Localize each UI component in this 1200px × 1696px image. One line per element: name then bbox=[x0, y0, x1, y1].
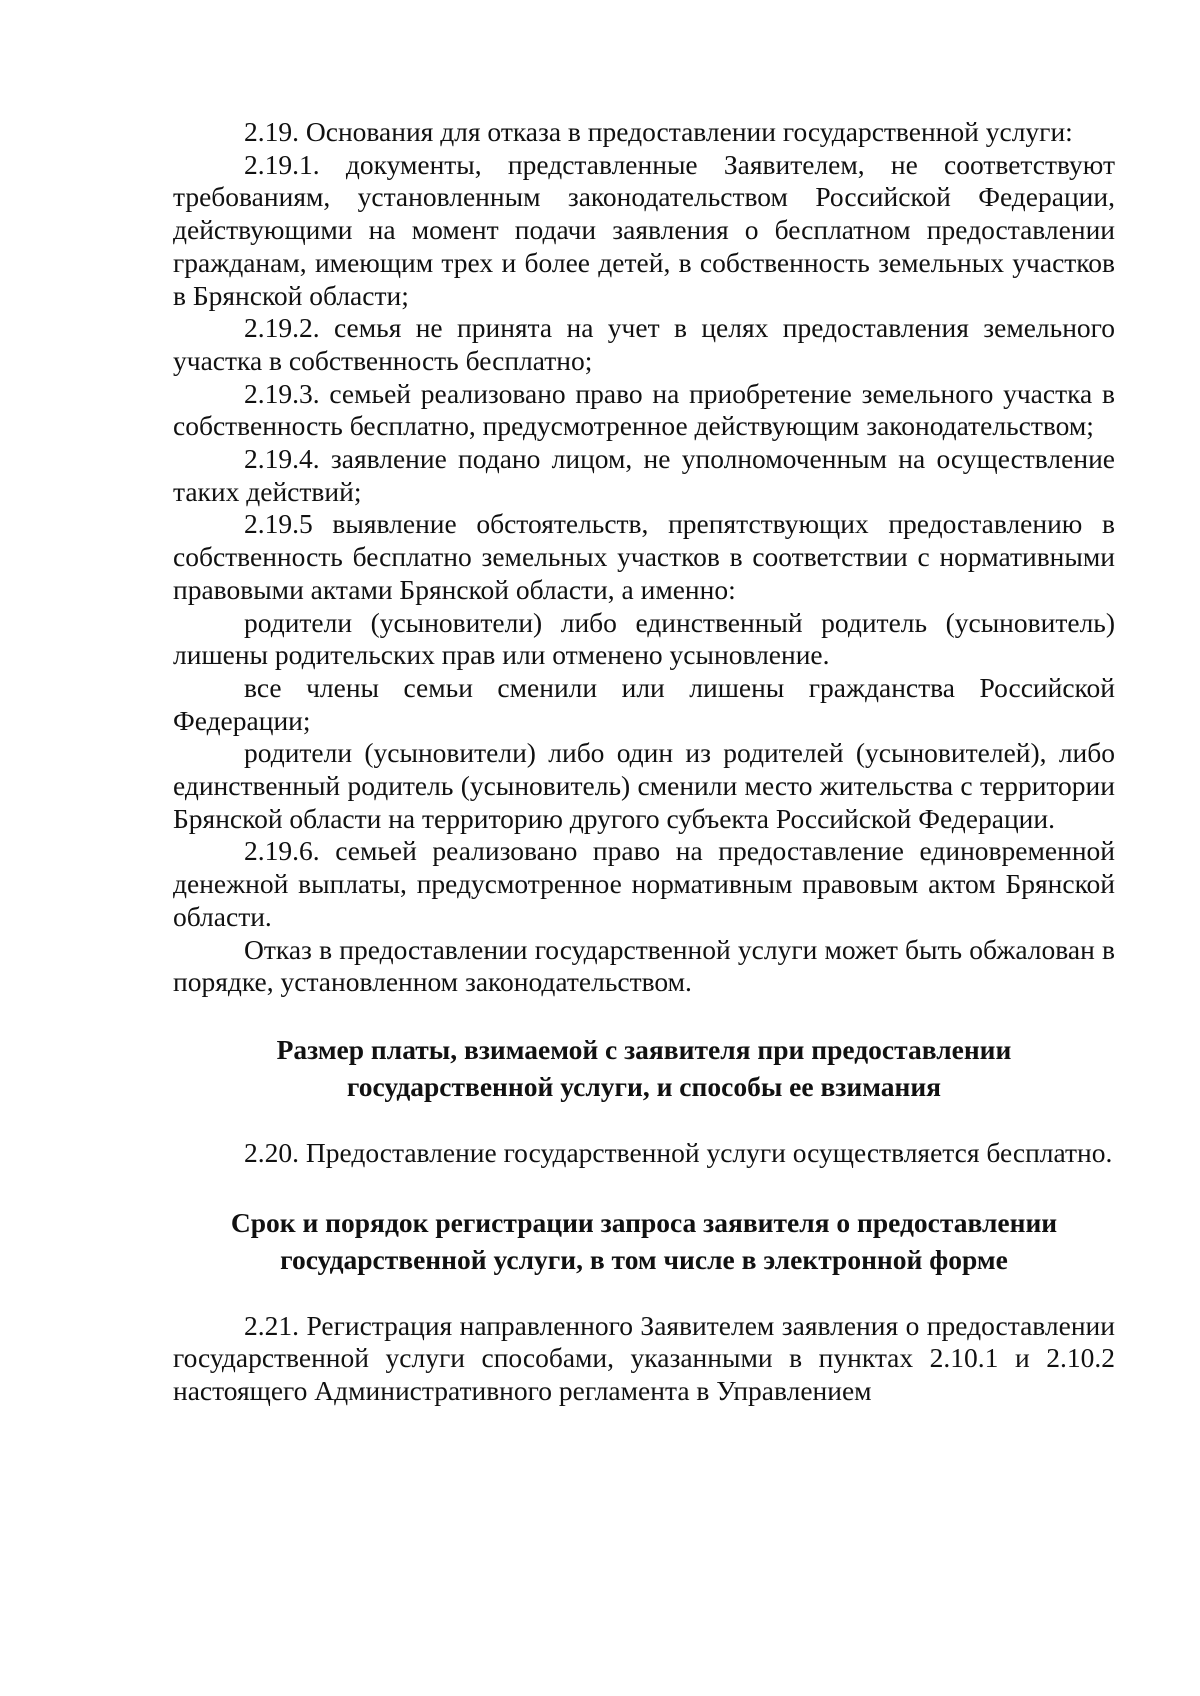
paragraph-2-19-5-item-2: все члены семьи сменили или лишены гражданства Российской Федерации; bbox=[173, 671, 1115, 736]
paragraph-2-21: 2.21. Регистрация направленного Заявителем заявления о предоставлении государственной услуги способами, указанными в пунктах 2.10.1 и 2.10.2 настоящего Административного регламента в Управлением bbox=[173, 1309, 1115, 1407]
paragraph-2-19-4: 2.19.4. заявление подано лицом, не уполномоченным на осуществление таких действий; bbox=[173, 443, 1115, 507]
paragraph-2-19-5: 2.19.5 выявление обстоятельств, препятствующих предоставлению в собственность бесплатно земельных участков в соответствии с нормативными правовыми актами Брянской области, а именно: bbox=[173, 508, 1115, 605]
section-heading-fee: Размер платы, взимаемой с заявителя при предоставлении государственной услуги, и способы ее взимания bbox=[276, 1033, 1012, 1102]
section-heading-registration: Срок и порядок регистрации запроса заявителя о предоставлении государственной услуги, в том числе в электронной форме bbox=[230, 1206, 1058, 1275]
paragraph-2-19-5-item-3: родители (усыновители) либо один из родителей (усыновителей), либо единственный родитель (усыновитель) сменили место жительства с территории Брянской области на территорию другого субъекта Российской Федерации. bbox=[173, 737, 1115, 834]
paragraph-2-19-3: 2.19.3. семьей реализовано право на приобретение земельного участка в собственность бесплатно, предусмотренное действующим законодательством; bbox=[173, 377, 1115, 442]
paragraph-2-19: 2.19. Основания для отказа в предоставлении государственной услуги: bbox=[244, 116, 1073, 147]
paragraph-2-19-6: 2.19.6. семьей реализовано право на предоставление единовременной денежной выплаты, предусмотренное нормативным правовым актом Брянской области. bbox=[173, 835, 1115, 932]
paragraph-2-19-1: 2.19.1. документы, представленные Заявителем, не соответствуют требованиям, установленным законодательством Российской Федерации, действующими на момент подачи заявления о бесплатном предоставлении гражданам, имеющим трех и более детей, в собственность земельных участков в Брянской области; bbox=[173, 148, 1115, 311]
paragraph-2-19-5-item-1: родители (усыновители) либо единственный родитель (усыновитель) лишены родительских прав или отменено усыновление. bbox=[173, 606, 1115, 671]
paragraph-2-20: 2.20. Предоставление государственной услуги осуществляется бесплатно. bbox=[244, 1136, 1113, 1168]
paragraph-refusal-appeal: Отказ в предоставлении государственной услуги может быть обжалован в порядке, установленном законодательством. bbox=[173, 933, 1115, 998]
document-page bbox=[173, 116, 1115, 1408]
paragraph-2-19-2: 2.19.2. семья не принята на учет в целях предоставления земельного участка в собственность бесплатно; bbox=[173, 312, 1115, 376]
